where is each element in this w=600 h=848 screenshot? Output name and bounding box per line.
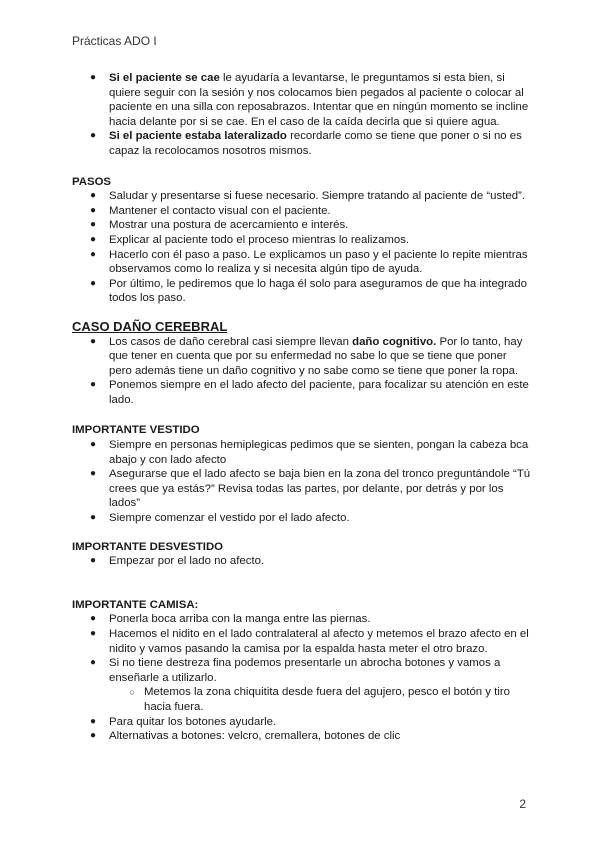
list-item [72, 233, 532, 248]
list-item [72, 554, 532, 569]
bullet-icon: ● [89, 439, 97, 451]
item-text: Si no tiene destreza fina podemos presentarle un abrocha botones y vamos a enseñarle a utilizarlo. [109, 657, 501, 684]
bullet-icon: ● [89, 628, 97, 639]
bullet-icon: ● [89, 190, 97, 202]
section-title-caso: CASO DAÑO CEREBRAL [72, 318, 228, 334]
item-text: Siempre comenzar el vestido por el lado afecto. [109, 512, 350, 525]
item-text: Por último, le pediremos que lo haga él solo para aseguramos de que ha integrado todos los paso. [109, 277, 527, 305]
bullet-icon: ● [89, 555, 97, 567]
item-text: le ayudaría a levantarse, le preguntamos si esta bien, si quiere seguir con la sesión y nos colocamos bien pegados al paciente o colocar al paciente en una silla con reposabrazos. Intentar que en ningún momento se incline hacia delante por si se cae. En el caso de la caída decirla que si quiere agua. [109, 72, 529, 128]
list-item [72, 715, 532, 730]
bullet-icon: ● [89, 379, 97, 391]
bullet-icon: ● [89, 130, 97, 142]
list-item [72, 729, 532, 744]
item-text: Ponerla boca arriba con la manga entre las piernas. [109, 613, 371, 626]
list-item [72, 248, 532, 277]
list-item [72, 218, 532, 233]
circle-bullet-icon: ○ [129, 687, 135, 698]
bullet-icon: ● [89, 219, 97, 231]
bullet-icon: ● [89, 204, 97, 216]
item-text: Mantener el contacto visual con el paciente. [109, 204, 331, 217]
emphasis-text: Si el paciente estaba lateralizado [109, 130, 287, 143]
list-item [72, 189, 532, 204]
item-text: Empezar por el lado no afecto. [109, 555, 265, 568]
list-item [72, 467, 532, 511]
list-item [72, 204, 532, 219]
item-text: Ponemos siempre en el lado afecto del paciente, para focalizar su atención en este lado. [109, 379, 529, 406]
item-text: Metemos la zona chiquitita desde fuera del agujero, pesco el botón y tiro hacia fuera. [144, 686, 510, 713]
intro-list [72, 71, 532, 159]
section-title-pasos: PASOS [72, 175, 112, 188]
list-item [72, 438, 532, 467]
bullet-icon: ● [89, 715, 97, 727]
bullet-icon: ● [89, 613, 97, 625]
section-title-vestido: IMPORTANTE VESTIDO [72, 424, 200, 437]
list-item [72, 627, 532, 656]
pasos-list [72, 189, 532, 306]
camisa-list [72, 612, 532, 685]
bullet-icon: ● [89, 277, 97, 289]
list-item [72, 378, 532, 407]
page-number: 2 [519, 797, 526, 811]
item-text: Los casos de daño cerebral casi siempre llevan [109, 335, 353, 348]
item-text: Hacerlo con él paso a paso. Le explicamos un paso y el paciente lo repite mientras observamos como lo realiza y si necesita algún tipo de ayuda. [109, 248, 528, 276]
item-text: Por lo tanto, hay que tener en cuenta que por su enfermedad no sabe lo que se tiene que poner pero además tiene un daño cognitivo y no sabe como se tiene que poner la ropa. [109, 335, 523, 377]
item-text: Explicar al paciente todo el proceso mientras lo realizamos. [109, 233, 410, 246]
emphasis-text: daño cognitivo. [352, 335, 437, 348]
list-item [72, 71, 532, 129]
desvestido-list [72, 554, 532, 569]
list-item [72, 277, 532, 306]
bullet-icon: ● [89, 512, 97, 524]
bullet-icon: ● [89, 468, 97, 480]
list-item [72, 612, 532, 627]
camisa-sub-list [72, 685, 532, 714]
item-text: Mostrar una postura de acercamiento e interés. [109, 219, 349, 232]
document-body [72, 71, 532, 744]
emphasis-text: Si el paciente se cae [109, 72, 220, 84]
item-text: Hacemos el nidito en el lado contralateral al afecto y metemos el brazo afecto en el nidito y vamos pasando la camisa por la espalda hasta meter el otro brazo. [109, 628, 529, 655]
section-title-desvestido: IMPORTANTE DESVESTIDO [72, 540, 224, 553]
item-text: recordarle como se tiene que poner o si no es capaz la recolocamos nosotros mismos. [109, 130, 522, 157]
item-text: Siempre en personas hemiplegicas pedimos que se sienten, pongan la cabeza bca abajo y con lado afecto [109, 439, 529, 466]
item-text: Para quitar los botones ayudarle. [109, 715, 277, 728]
section-title-camisa: IMPORTANTE CAMISA: [72, 598, 199, 611]
caso-list [72, 335, 532, 408]
bullet-icon: ● [89, 72, 97, 83]
bullet-icon: ● [89, 730, 97, 742]
bullet-icon: ● [89, 335, 97, 347]
page-header: Prácticas ADO I [72, 34, 157, 48]
item-text: Saludar y presentarse si fuese necesario. Siempre tratando al paciente de “usted”. [109, 190, 525, 203]
vestido-list [72, 438, 532, 526]
item-text: Asegurarse que el lado afecto se baja bien en la zona del tronco preguntándole “Tú crees que ya estás?” Revisa todas las partes, por delante, por detrás y por los lados” [109, 468, 531, 510]
sub-list-item [72, 685, 532, 714]
list-item [72, 335, 532, 379]
list-item [72, 656, 532, 685]
list-item [72, 511, 532, 526]
list-item [72, 129, 532, 158]
bullet-icon: ● [89, 233, 97, 245]
item-text: Alternativas a botones: velcro, cremallera, botones de clic [109, 730, 401, 743]
camisa-list-continued [72, 715, 532, 744]
bullet-icon: ● [89, 248, 97, 260]
bullet-icon: ● [89, 657, 97, 669]
